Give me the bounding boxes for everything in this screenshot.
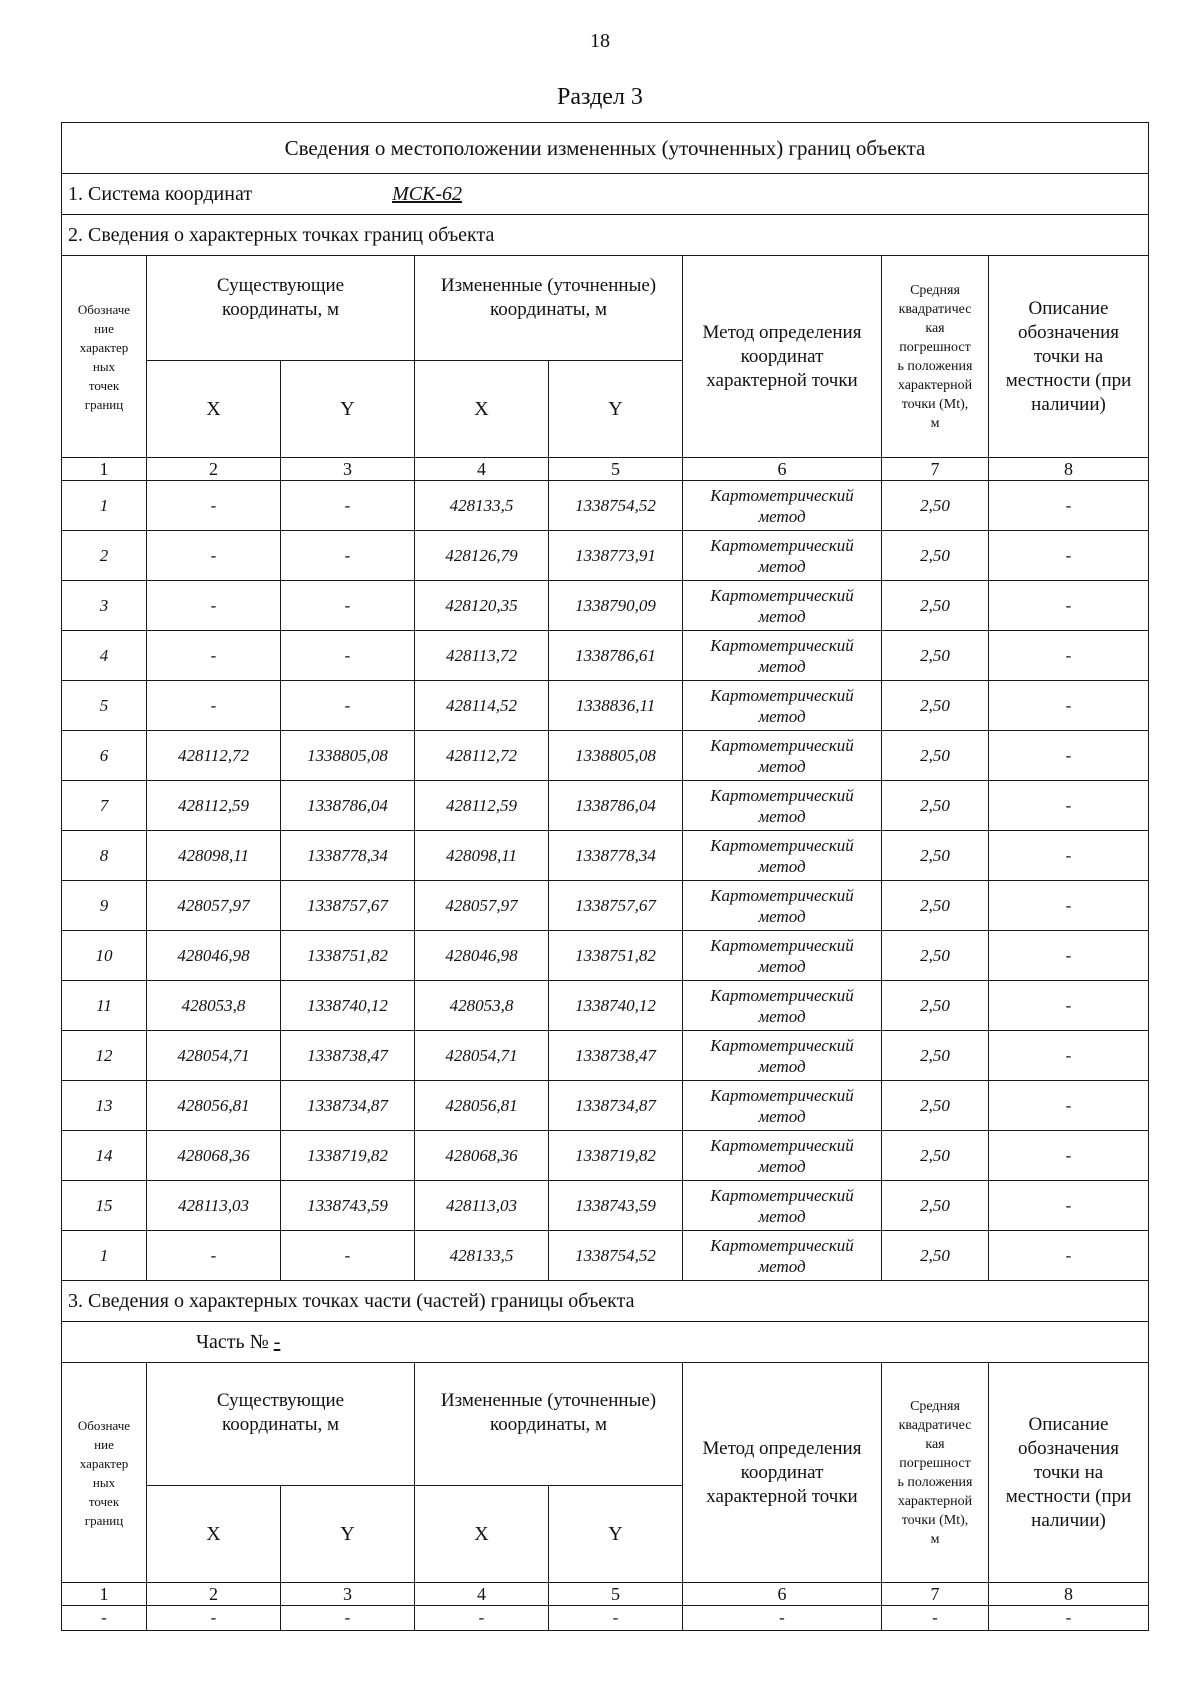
existing-x-cell: - <box>147 681 281 731</box>
existing-y-cell: 1338757,67 <box>281 881 415 931</box>
method-cell: Картометрический метод <box>683 531 882 581</box>
mt-value-cell: 2,50 <box>882 881 989 931</box>
point-id-cell: 3 <box>62 581 147 631</box>
mt-value-cell: 2,50 <box>882 831 989 881</box>
part-mt-header: Средняя квадратичес кая погрешност ь положения характерной точки (Mt), м <box>882 1363 989 1583</box>
column-number: 4 <box>415 458 549 481</box>
existing-y-cell: 1338778,34 <box>281 831 415 881</box>
mt-value-cell: - <box>882 1606 989 1631</box>
table-title: Сведения о местоположении измененных (уточненных) границ объекта <box>62 123 1149 174</box>
point-id-cell: 4 <box>62 631 147 681</box>
column-number: 8 <box>989 1583 1149 1606</box>
point-id-cell: 12 <box>62 1031 147 1081</box>
existing-y-cell: - <box>281 581 415 631</box>
point-id-cell: 10 <box>62 931 147 981</box>
description-cell: - <box>989 1606 1149 1631</box>
description-cell: - <box>989 581 1149 631</box>
table-row <box>62 881 1149 931</box>
point-id-cell: 2 <box>62 531 147 581</box>
existing-y-header: Y <box>281 361 415 458</box>
existing-x-cell: 428057,97 <box>147 881 281 931</box>
point-id-cell: 6 <box>62 731 147 781</box>
method-cell: Картометрический метод <box>683 881 882 931</box>
changed-x-cell: 428053,8 <box>415 981 549 1031</box>
changed-y-cell: 1338751,82 <box>549 931 683 981</box>
changed-x-cell: 428120,35 <box>415 581 549 631</box>
column-number: 2 <box>147 1583 281 1606</box>
existing-y-cell: 1338734,87 <box>281 1081 415 1131</box>
changed-x-cell: 428098,11 <box>415 831 549 881</box>
part-method-header: Метод определения координат характерной точки <box>683 1363 882 1583</box>
existing-x-cell: 428056,81 <box>147 1081 281 1131</box>
part-header-row-1 <box>62 1363 1149 1486</box>
existing-x-cell: - <box>147 1231 281 1281</box>
description-cell: - <box>989 631 1149 681</box>
changed-x-cell: 428057,97 <box>415 881 549 931</box>
changed-y-cell: 1338836,11 <box>549 681 683 731</box>
method-cell: - <box>683 1606 882 1631</box>
existing-x-cell: 428068,36 <box>147 1131 281 1181</box>
table-row <box>62 481 1149 531</box>
part-row <box>62 1322 1149 1363</box>
mt-value-cell: 2,50 <box>882 1181 989 1231</box>
point-id-cell: 1 <box>62 481 147 531</box>
changed-x-cell: 428113,72 <box>415 631 549 681</box>
description-cell: - <box>989 1231 1149 1281</box>
description-cell: - <box>989 1181 1149 1231</box>
mt-value-cell: 2,50 <box>882 981 989 1031</box>
table-row <box>62 681 1149 731</box>
description-cell: - <box>989 1131 1149 1181</box>
part-designation-header: Обозначе ние характер ных точек границ <box>62 1363 147 1583</box>
coord-system-label: 1. Система координат <box>68 182 253 205</box>
table-row <box>62 1131 1149 1181</box>
changed-y-cell: 1338786,04 <box>549 781 683 831</box>
table-row <box>62 1181 1149 1231</box>
table-row <box>62 1081 1149 1131</box>
point-id-cell: 7 <box>62 781 147 831</box>
table-row <box>62 581 1149 631</box>
part-changed-coords-header: Измененные (уточненные) координаты, м <box>415 1363 683 1486</box>
column-number: 1 <box>62 1583 147 1606</box>
existing-y-cell: - <box>281 1606 415 1631</box>
point-id-cell: 5 <box>62 681 147 731</box>
description-cell: - <box>989 531 1149 581</box>
method-cell: Картометрический метод <box>683 981 882 1031</box>
section-title: Раздел 3 <box>557 84 643 110</box>
description-cell: - <box>989 931 1149 981</box>
changed-y-cell: - <box>549 1606 683 1631</box>
existing-x-cell: 428112,59 <box>147 781 281 831</box>
existing-y-cell: - <box>281 1231 415 1281</box>
column-number: 5 <box>549 1583 683 1606</box>
existing-x-cell: 428046,98 <box>147 931 281 981</box>
column-numbers-row <box>62 458 1149 481</box>
description-cell: - <box>989 881 1149 931</box>
parts-heading: 3. Сведения о характерных точках части (частей) границы объекта <box>62 1281 1149 1322</box>
point-id-cell: 9 <box>62 881 147 931</box>
table-title-row <box>62 123 1149 174</box>
changed-x-cell: 428056,81 <box>415 1081 549 1131</box>
table-row <box>62 1031 1149 1081</box>
table-row <box>62 981 1149 1031</box>
existing-y-cell: 1338738,47 <box>281 1031 415 1081</box>
changed-x-cell: 428046,98 <box>415 931 549 981</box>
existing-y-cell: - <box>281 681 415 731</box>
description-header: Описание обозначения точки на местности (при наличии) <box>989 256 1149 458</box>
mt-value-cell: 2,50 <box>882 731 989 781</box>
part-existing-x-header: X <box>147 1486 281 1583</box>
changed-x-cell: 428114,52 <box>415 681 549 731</box>
existing-y-cell: 1338751,82 <box>281 931 415 981</box>
existing-y-cell: 1338719,82 <box>281 1131 415 1181</box>
points-heading: 2. Сведения о характерных точках границ объекта <box>62 215 1149 256</box>
changed-y-cell: 1338805,08 <box>549 731 683 781</box>
changed-x-cell: 428126,79 <box>415 531 549 581</box>
method-cell: Картометрический метод <box>683 831 882 881</box>
method-cell: Картометрический метод <box>683 1181 882 1231</box>
changed-y-cell: 1338757,67 <box>549 881 683 931</box>
description-cell: - <box>989 481 1149 531</box>
points-heading-row <box>62 215 1149 256</box>
changed-x-cell: 428112,59 <box>415 781 549 831</box>
existing-x-header: X <box>147 361 281 458</box>
table-row <box>62 631 1149 681</box>
mt-value-cell: 2,50 <box>882 481 989 531</box>
column-number: 3 <box>281 1583 415 1606</box>
mt-value-cell: 2,50 <box>882 581 989 631</box>
changed-x-cell: 428133,5 <box>415 481 549 531</box>
changed-x-cell: 428068,36 <box>415 1131 549 1181</box>
column-number: 7 <box>882 458 989 481</box>
changed-x-cell: 428054,71 <box>415 1031 549 1081</box>
changed-y-cell: 1338790,09 <box>549 581 683 631</box>
part-column-numbers-row <box>62 1583 1149 1606</box>
part-description-header: Описание обозначения точки на местности (при наличии) <box>989 1363 1149 1583</box>
point-id-cell: 15 <box>62 1181 147 1231</box>
mt-value-cell: 2,50 <box>882 1231 989 1281</box>
changed-x-cell: 428113,03 <box>415 1181 549 1231</box>
method-cell: Картометрический метод <box>683 1231 882 1281</box>
column-number: 7 <box>882 1583 989 1606</box>
existing-y-cell: - <box>281 631 415 681</box>
changed-y-header: Y <box>549 361 683 458</box>
part-label <box>62 1322 1149 1363</box>
changed-y-cell: 1338778,34 <box>549 831 683 881</box>
part-changed-y-header: Y <box>549 1486 683 1583</box>
existing-y-cell: 1338786,04 <box>281 781 415 831</box>
point-id-cell: 13 <box>62 1081 147 1131</box>
changed-x-cell: 428133,5 <box>415 1231 549 1281</box>
mt-value-cell: 2,50 <box>882 931 989 981</box>
point-id-cell: 8 <box>62 831 147 881</box>
table-row <box>62 781 1149 831</box>
point-id-cell: 1 <box>62 1231 147 1281</box>
mt-value-cell: 2,50 <box>882 681 989 731</box>
table-row <box>62 931 1149 981</box>
mt-header: Средняя квадратичес кая погрешност ь положения характерной точки (Mt), м <box>882 256 989 458</box>
existing-coords-header: Существующие координаты, м <box>147 256 415 361</box>
table-row <box>62 531 1149 581</box>
column-number: 6 <box>683 458 882 481</box>
description-cell: - <box>989 731 1149 781</box>
changed-y-cell: 1338786,61 <box>549 631 683 681</box>
parts-heading-row <box>62 1281 1149 1322</box>
part-existing-y-header: Y <box>281 1486 415 1583</box>
changed-x-header: X <box>415 361 549 458</box>
existing-x-cell: 428112,72 <box>147 731 281 781</box>
column-number: 8 <box>989 458 1149 481</box>
method-cell: Картометрический метод <box>683 781 882 831</box>
column-number: 2 <box>147 458 281 481</box>
table-row <box>62 1606 1149 1631</box>
mt-value-cell: 2,50 <box>882 1131 989 1181</box>
coord-system <box>62 174 1149 215</box>
changed-y-cell: 1338734,87 <box>549 1081 683 1131</box>
changed-y-cell: 1338754,52 <box>549 481 683 531</box>
existing-y-cell: 1338743,59 <box>281 1181 415 1231</box>
existing-y-cell: - <box>281 481 415 531</box>
existing-x-cell: 428053,8 <box>147 981 281 1031</box>
point-id-cell: 14 <box>62 1131 147 1181</box>
method-cell: Картометрический метод <box>683 1081 882 1131</box>
coord-system-row <box>62 174 1149 215</box>
description-cell: - <box>989 981 1149 1031</box>
point-id-cell: 11 <box>62 981 147 1031</box>
changed-x-cell: - <box>415 1606 549 1631</box>
method-cell: Картометрический метод <box>683 581 882 631</box>
existing-x-cell: - <box>147 581 281 631</box>
mt-value-cell: 2,50 <box>882 781 989 831</box>
boundary-table <box>61 122 1149 1631</box>
header-row-1 <box>62 256 1149 361</box>
existing-x-cell: - <box>147 1606 281 1631</box>
description-cell: - <box>989 1031 1149 1081</box>
changed-y-cell: 1338773,91 <box>549 531 683 581</box>
method-cell: Картометрический метод <box>683 1031 882 1081</box>
existing-y-cell: 1338805,08 <box>281 731 415 781</box>
existing-x-cell: 428113,03 <box>147 1181 281 1231</box>
column-number: 4 <box>415 1583 549 1606</box>
point-id-cell: - <box>62 1606 147 1631</box>
changed-y-cell: 1338738,47 <box>549 1031 683 1081</box>
mt-value-cell: 2,50 <box>882 631 989 681</box>
part-label-text: Часть № <box>196 1330 269 1353</box>
description-cell: - <box>989 831 1149 881</box>
existing-x-cell: - <box>147 631 281 681</box>
changed-x-cell: 428112,72 <box>415 731 549 781</box>
column-number: 1 <box>62 458 147 481</box>
method-cell: Картометрический метод <box>683 681 882 731</box>
description-cell: - <box>989 781 1149 831</box>
changed-y-cell: 1338719,82 <box>549 1131 683 1181</box>
table-row <box>62 731 1149 781</box>
part-number: - <box>273 1330 281 1353</box>
column-number: 6 <box>683 1583 882 1606</box>
mt-value-cell: 2,50 <box>882 1081 989 1131</box>
existing-x-cell: - <box>147 531 281 581</box>
changed-y-cell: 1338743,59 <box>549 1181 683 1231</box>
mt-value-cell: 2,50 <box>882 531 989 581</box>
mt-value-cell: 2,50 <box>882 1031 989 1081</box>
column-number: 3 <box>281 458 415 481</box>
description-cell: - <box>989 1081 1149 1131</box>
column-number: 5 <box>549 458 683 481</box>
method-cell: Картометрический метод <box>683 931 882 981</box>
existing-x-cell: 428098,11 <box>147 831 281 881</box>
page-number: 18 <box>590 30 610 52</box>
changed-y-cell: 1338740,12 <box>549 981 683 1031</box>
coord-system-value: МСК-62 <box>392 182 463 205</box>
existing-y-cell: - <box>281 531 415 581</box>
method-cell: Картометрический метод <box>683 631 882 681</box>
table-row <box>62 831 1149 881</box>
changed-coords-header: Измененные (уточненные) координаты, м <box>415 256 683 361</box>
method-cell: Картометрический метод <box>683 731 882 781</box>
part-changed-x-header: X <box>415 1486 549 1583</box>
description-cell: - <box>989 681 1149 731</box>
method-header: Метод определения координат характерной точки <box>683 256 882 458</box>
method-cell: Картометрический метод <box>683 481 882 531</box>
method-cell: Картометрический метод <box>683 1131 882 1181</box>
existing-x-cell: - <box>147 481 281 531</box>
changed-y-cell: 1338754,52 <box>549 1231 683 1281</box>
part-existing-coords-header: Существующие координаты, м <box>147 1363 415 1486</box>
existing-y-cell: 1338740,12 <box>281 981 415 1031</box>
designation-header: Обозначе ние характер ных точек границ <box>62 256 147 458</box>
table-row <box>62 1231 1149 1281</box>
existing-x-cell: 428054,71 <box>147 1031 281 1081</box>
